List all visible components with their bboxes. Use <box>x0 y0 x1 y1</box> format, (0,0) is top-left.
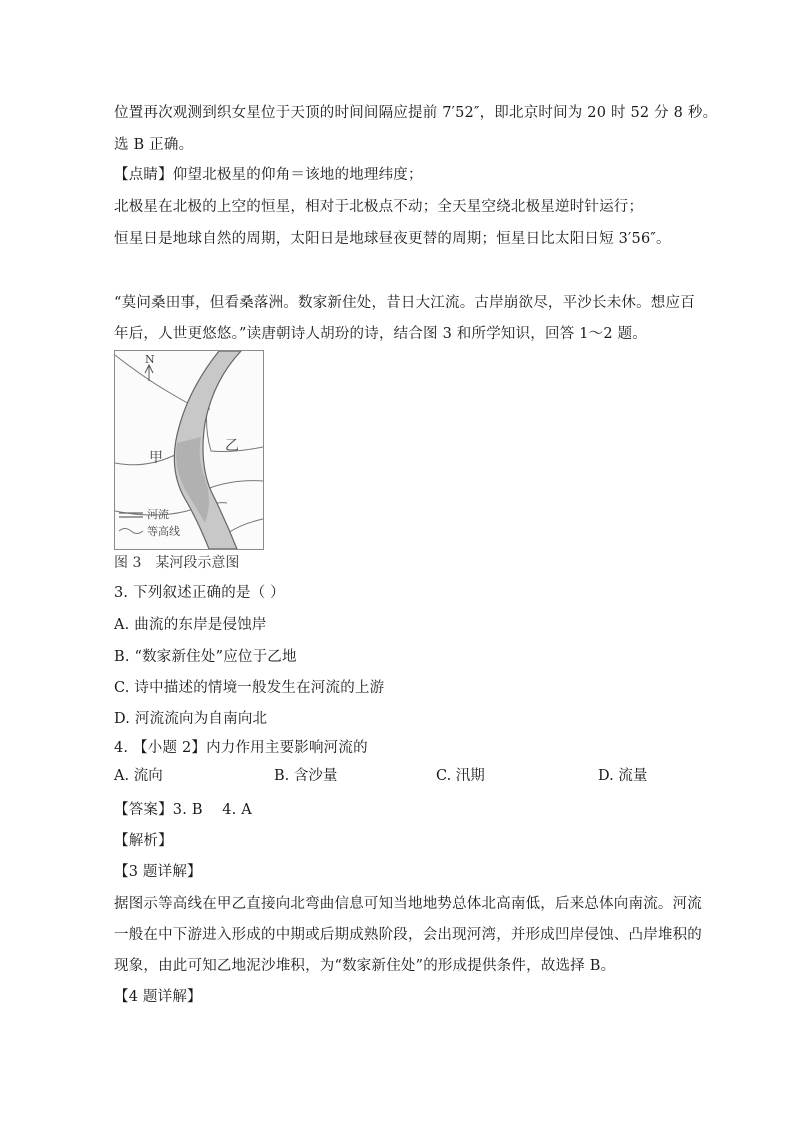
question-3-stem: 3. 下列叙述正确的是（ ） <box>114 585 285 601</box>
text-line: 位置再次观测到织女星位于天顶的时间间隔应提前 7′52″，即北京时间为 20 时 52 分 8 秒。 <box>114 105 718 121</box>
text-line: 选 B 正确。 <box>114 137 194 153</box>
option-3a: A. 曲流的东岸是侵蚀岸 <box>114 617 267 633</box>
north-arrow-icon <box>145 365 153 381</box>
label-jia: 甲 <box>149 450 163 466</box>
text-line: 北极星在北极的上空的恒星，相对于北极点不动；全天星空绕北极星逆时针运行； <box>114 199 644 215</box>
poem-line: 年后，人世更悠悠。”读唐朝诗人胡玢的诗，结合图 3 和所学知识，回答 1～2 题。 <box>114 326 647 342</box>
north-label: N <box>145 353 155 366</box>
answer-line: 【答案】3. B 4. A <box>114 802 252 818</box>
legend-contour-label: 等高线 <box>147 525 180 538</box>
poem-line: “莫问桑田事，但看桑落洲。数家新住处，昔日大江流。古岸崩欲尽，平沙长未休。想应百 <box>114 295 695 311</box>
river-figure <box>114 350 264 550</box>
dianjing-heading: 【点睛】仰望北极星的仰角＝该地的地理纬度； <box>114 167 423 183</box>
option-4b: B. 含沙量 <box>274 768 338 784</box>
detail-3-line: 一般在中下游进入形成的中期或后期成熟阶段，会出现河湾，并形成凹岸侵蚀、凸岸堆积的 <box>114 927 702 943</box>
detail-3-line: 现象，由此可知乙地泥沙堆积，为“数家新住处”的形成提供条件，故选择 B。 <box>114 958 616 974</box>
analysis-heading: 【解析】 <box>114 833 173 849</box>
contour-line <box>207 481 263 489</box>
figure-caption: 图 3 某河段示意图 <box>114 555 240 571</box>
option-4c: C. 汛期 <box>436 768 485 784</box>
option-4d: D. 流量 <box>598 768 648 784</box>
option-3b: B. “数家新住处”应位于乙地 <box>114 649 297 665</box>
legend-river-symbol <box>119 513 143 517</box>
river-map <box>115 351 263 549</box>
option-3d: D. 河流流向为自南向北 <box>114 711 268 727</box>
option-3c: C. 诗中描述的情境一般发生在河流的上游 <box>114 680 385 696</box>
detail-4-heading: 【4 题详解】 <box>114 989 202 1005</box>
detail-3-heading: 【3 题详解】 <box>114 864 202 880</box>
detail-3-line: 据图示等高线在甲乙直接向北弯曲信息可知当地地势总体北高南低，后来总体向南流。河流 <box>114 896 702 912</box>
legend-contour-symbol <box>119 529 143 534</box>
option-4a: A. 流向 <box>114 768 163 784</box>
question-4-stem: 4. 【小题 2】内力作用主要影响河流的 <box>114 740 368 756</box>
label-yi: 乙 <box>225 438 239 454</box>
legend-river-label: 河流 <box>147 508 169 521</box>
text-line: 恒星日是地球自然的周期，太阳日是地球昼夜更替的周期；恒星日比太阳日短 3′56″。 <box>114 231 671 247</box>
